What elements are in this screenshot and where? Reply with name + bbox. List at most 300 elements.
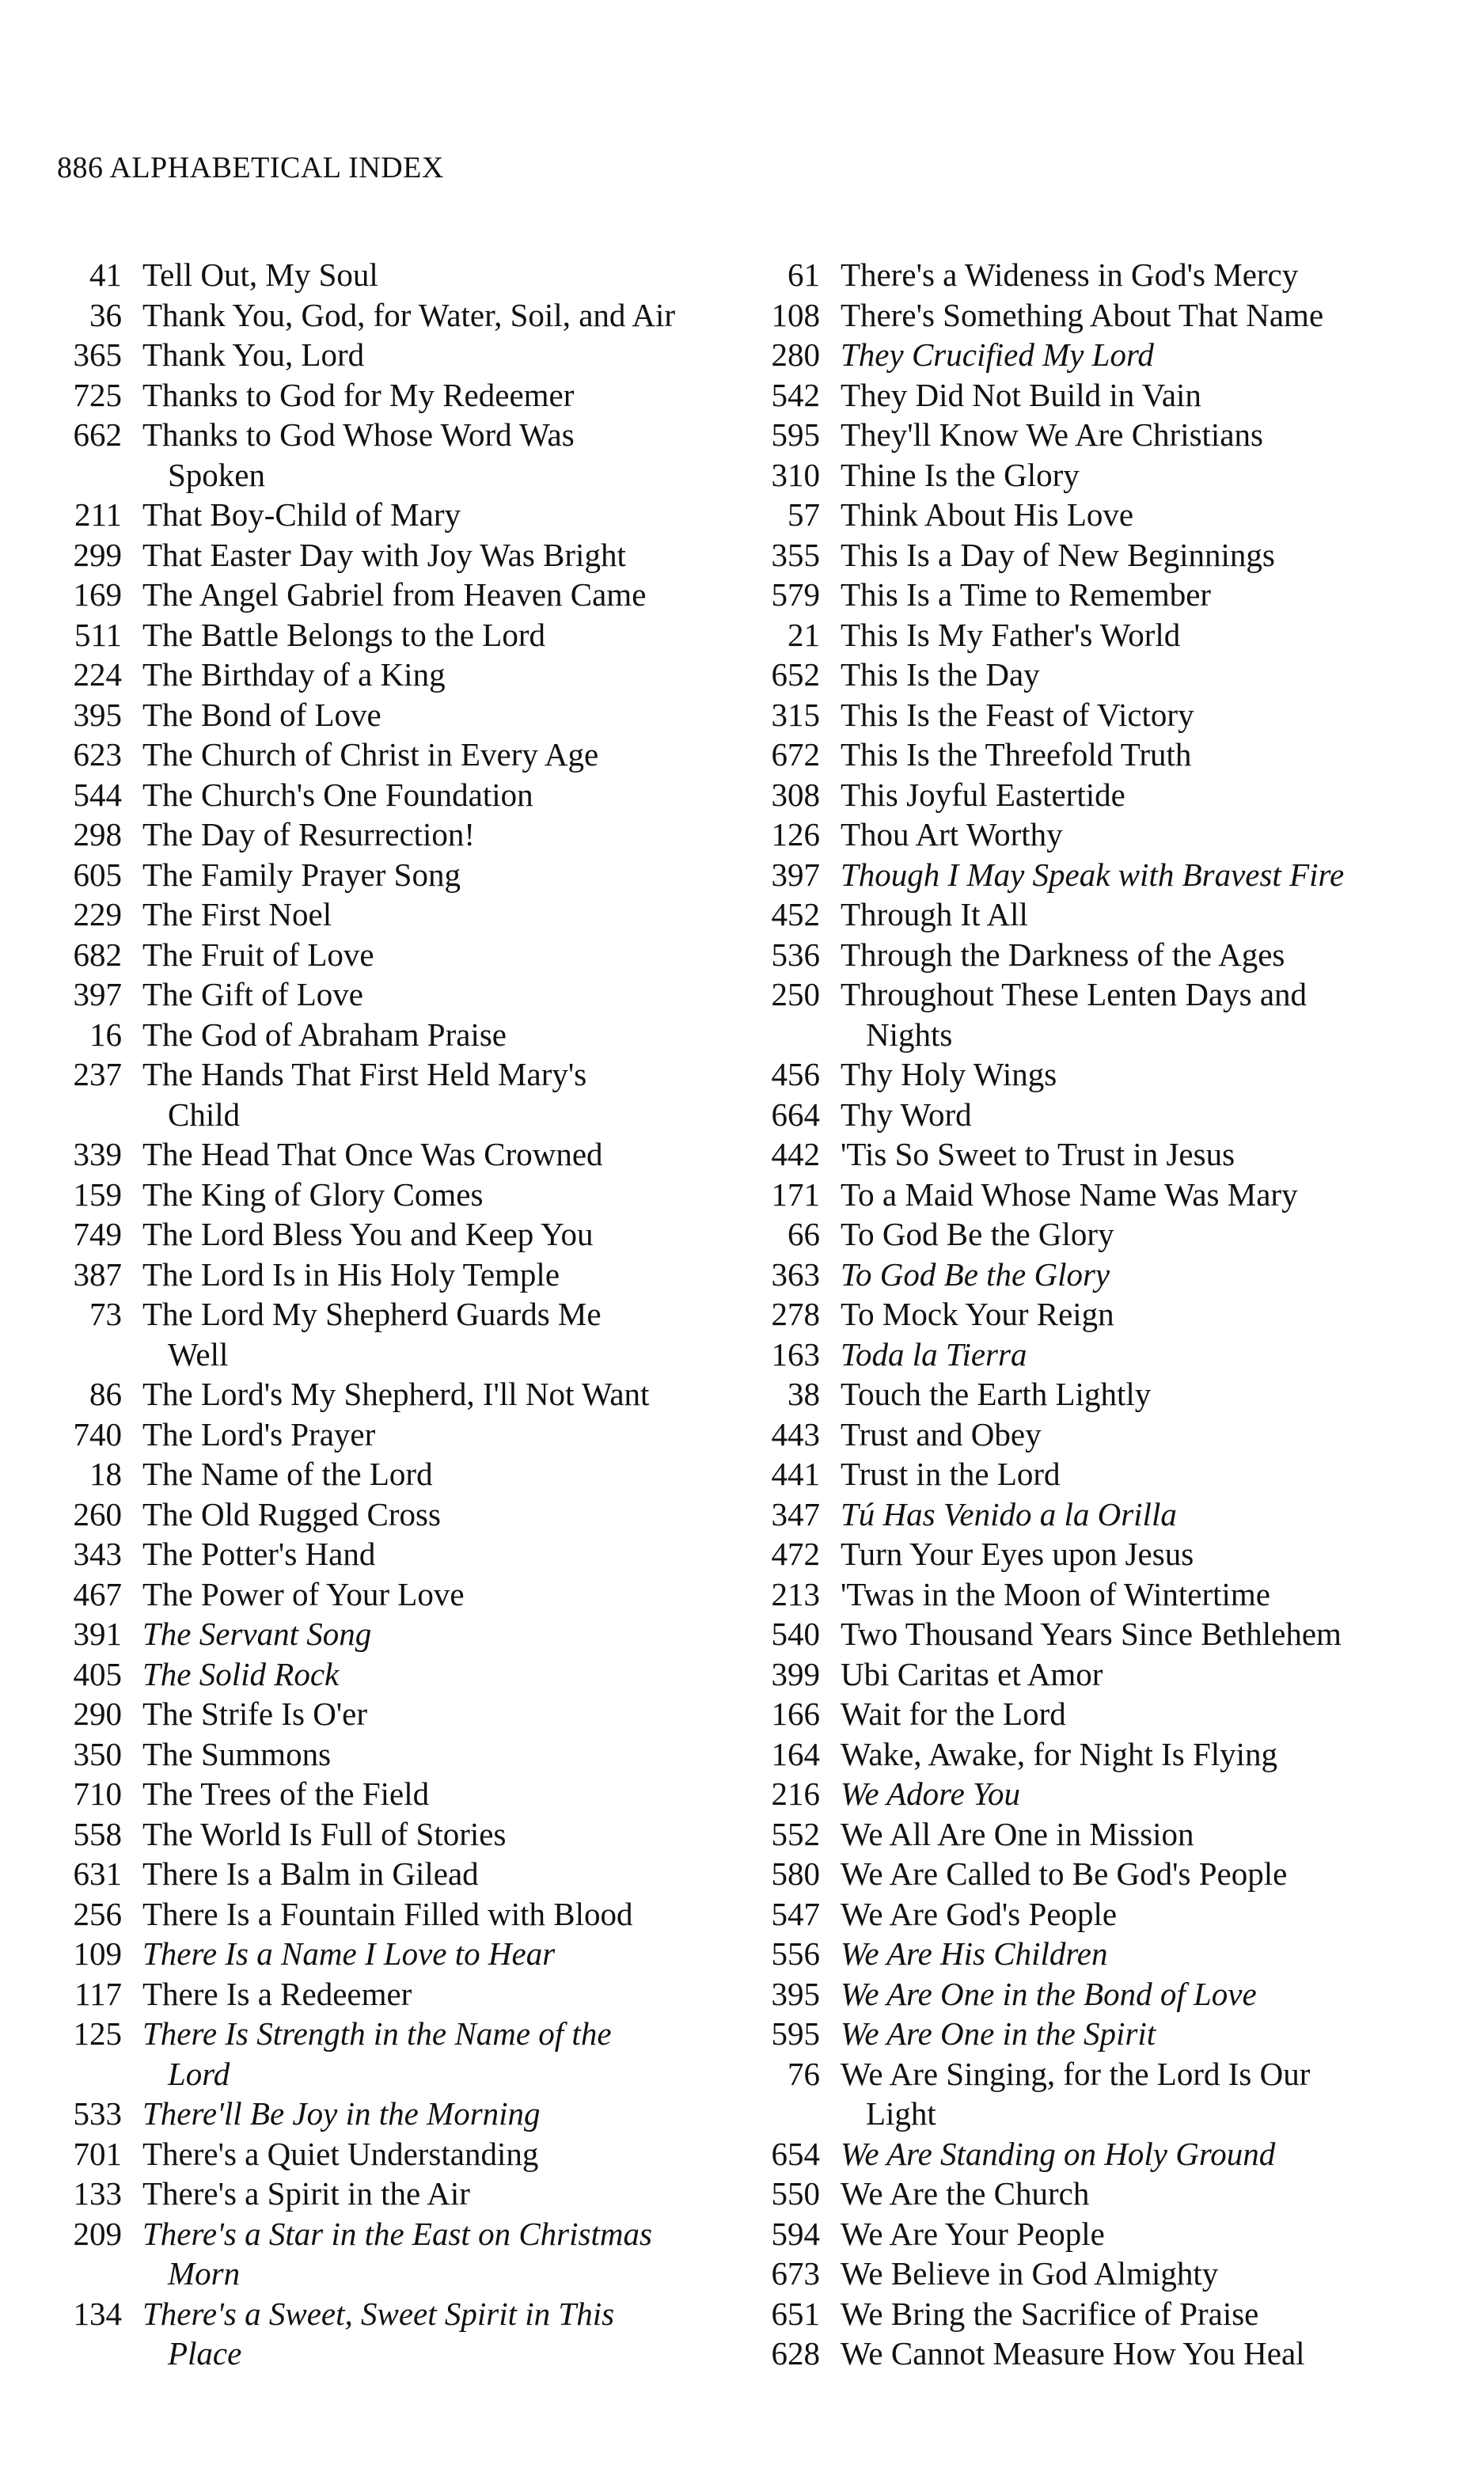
index-entry [753,375,1466,416]
hymn-title [142,335,736,375]
index-entry [55,615,736,655]
index-entry [753,1415,1466,1455]
hymn-title-line: Toda la Tierra [841,1335,1027,1373]
index-entry [753,2054,1466,2134]
hymn-title-line: The Bond of Love [142,696,381,733]
hymn-title [142,1054,736,1134]
hymn-title-line: To a Maid Whose Name Was Mary [841,1175,1298,1213]
hymn-title [841,2214,1466,2254]
hymn-number: 443 [771,1415,820,1453]
hymn-number: 350 [73,1735,122,1772]
hymn-title-line: They Did Not Build in Vain [841,376,1201,413]
hymn-title-line: Two Thousand Years Since Bethlehem [841,1616,1342,1652]
hymn-number: 36 [89,296,122,333]
hymn-title [142,1415,736,1455]
index-entry [55,2214,736,2294]
hymn-number: 166 [771,1696,820,1732]
hymn-title-line: The Power of Your Love [142,1575,465,1612]
hymn-title-line: The Servant Song [142,1616,372,1652]
index-entry [753,575,1466,615]
hymn-number: 109 [73,1935,122,1972]
hymn-title-line: We Are the Church [841,2175,1090,2212]
hymn-number: 579 [771,576,820,613]
hymn-number: 662 [73,416,122,453]
hymn-title [841,1614,1466,1654]
hymn-number: 672 [771,736,820,773]
hymn-number: 66 [788,1216,820,1252]
index-entry [753,1134,1466,1175]
hymn-title [142,815,736,855]
hymn-title-continuation: Light [866,2095,936,2132]
hymn-title [841,2334,1466,2374]
hymn-title-continuation: Child [168,1096,241,1133]
hymn-number: 405 [73,1655,122,1692]
hymn-number: 442 [771,1136,820,1172]
hymn-number: 652 [771,656,820,693]
index-entry [753,1854,1466,1894]
index-entry [55,1534,736,1574]
index-entry [55,894,736,935]
hymn-title [142,1255,736,1295]
hymn-number: 365 [73,336,122,373]
hymn-title-line: Thank You, God, for Water, Soil, and Air [142,296,676,333]
hymn-number: 682 [73,936,122,973]
hymn-title-line: Tú Has Venido a la Orilla [841,1495,1177,1532]
index-entry [55,1654,736,1695]
index-entry [753,1214,1466,1255]
hymn-title-line: This Is the Feast of Victory [841,696,1194,733]
index-entry [55,775,736,815]
hymn-title [841,1814,1466,1855]
hymn-number: 73 [89,1296,122,1332]
index-title: ALPHABETICAL INDEX [109,151,444,184]
index-entry [55,415,736,495]
hymn-number: 673 [771,2255,820,2292]
hymn-title-continuation: Well [168,1335,229,1373]
hymn-number: 547 [771,1895,820,1932]
hymn-title [142,1814,736,1855]
hymn-title-line: The Lord Is in His Holy Temple [142,1255,560,1293]
index-entry [55,335,736,375]
hymn-number: 363 [771,1255,820,1293]
hymn-number: 224 [73,656,122,693]
index-entry [753,1614,1466,1654]
hymn-number: 38 [788,1376,820,1412]
index-entry [753,415,1466,455]
hymn-title [841,2134,1466,2174]
hymn-title [142,1294,736,1374]
index-entry [55,2094,736,2134]
hymn-title-line: There's a Wideness in God's Mercy [841,256,1299,293]
hymn-number: 628 [771,2335,820,2372]
hymn-number: 278 [771,1296,820,1332]
index-entry [55,295,736,336]
hymn-title [142,375,736,416]
hymn-title [841,894,1466,935]
hymn-title-line: The Fruit of Love [142,936,374,973]
hymn-title-line: The Lord's My Shepherd, I'll Not Want [142,1376,650,1412]
index-entry [753,2214,1466,2254]
hymn-title-line: Ubi Caritas et Amor [841,1655,1103,1692]
index-entry [753,1654,1466,1695]
hymn-title [841,1255,1466,1295]
hymn-title [142,735,736,775]
hymn-title-line: This Is a Day of New Beginnings [841,536,1275,573]
hymn-number: 595 [771,2015,820,2052]
hymn-title-line: There's a Spirit in the Air [142,2175,470,2212]
hymn-title [142,1934,736,1974]
hymn-title [841,255,1466,295]
hymn-title-line: We Believe in God Almighty [841,2255,1219,2292]
index-entry [753,1734,1466,1775]
hymn-title [142,775,736,815]
index-entry [753,2334,1466,2374]
index-entry [753,1974,1466,2015]
index-entry [55,535,736,575]
hymn-number: 171 [771,1175,820,1213]
index-entry [753,1934,1466,1974]
hymn-title [841,855,1466,895]
hymn-title [841,815,1466,855]
hymn-number: 395 [73,696,122,733]
hymn-title [841,935,1466,975]
hymn-title [142,1654,736,1695]
hymn-title-continuation: Nights [866,1016,953,1053]
hymn-title [841,1095,1466,1135]
index-entry [55,1974,736,2015]
hymn-number: 580 [771,1855,820,1892]
index-entry [55,1734,736,1775]
right-index-column [753,255,1466,2374]
index-entry [753,735,1466,775]
hymn-number: 216 [771,1775,820,1812]
index-entry [55,1374,736,1415]
hymn-title [142,1494,736,1535]
hymn-number: 552 [771,1815,820,1852]
hymn-number: 623 [73,736,122,773]
hymn-number: 41 [89,256,122,293]
hymn-title-line: There's Something About That Name [841,296,1324,333]
hymn-number: 125 [73,2015,122,2052]
index-entry [753,1494,1466,1535]
hymn-title-line: The Lord Bless You and Keep You [142,1216,594,1252]
hymn-number: 654 [771,2135,820,2172]
hymn-number: 456 [771,1056,820,1092]
hymn-number: 343 [73,1536,122,1572]
hymn-title-line: The Name of the Lord [142,1456,433,1492]
index-entry [55,655,736,695]
hymn-title [142,2014,736,2094]
hymn-number: 117 [74,1975,122,2012]
index-entry [753,855,1466,895]
hymn-number: 126 [771,816,820,853]
index-entry [753,1814,1466,1855]
hymn-title-line: Though I May Speak with Bravest Fire [841,856,1345,893]
hymn-title-line: Thou Art Worthy [841,816,1063,853]
hymn-title [142,1854,736,1894]
index-entry [753,1335,1466,1375]
index-entry [55,375,736,416]
hymn-title [142,894,736,935]
hymn-title-line: The Day of Resurrection! [142,816,476,853]
hymn-title [142,1974,736,2015]
index-entry [55,1814,736,1855]
hymn-number: 397 [73,976,122,1012]
hymn-title-line: The Lord My Shepherd Guards Me [142,1296,602,1332]
index-entry [55,1415,736,1455]
index-entry [55,1054,736,1134]
index-entry [753,2254,1466,2294]
index-entry [753,2014,1466,2054]
hymn-title [841,1854,1466,1894]
index-entry [55,1454,736,1494]
hymn-title [841,375,1466,416]
index-entry [753,1255,1466,1295]
hymn-title-line: There Is a Redeemer [142,1975,412,2012]
hymn-title [142,855,736,895]
index-entry [753,1294,1466,1335]
hymn-title [142,1574,736,1615]
hymn-number: 86 [89,1376,122,1412]
hymn-title-line: Through It All [841,896,1028,932]
hymn-number: 467 [73,1575,122,1612]
hymn-number: 308 [771,776,820,813]
hymn-number: 701 [73,2135,122,2172]
hymn-title [841,1454,1466,1494]
index-entry [753,535,1466,575]
hymn-title [841,1054,1466,1095]
hymn-title [841,1294,1466,1335]
hymn-title-line: There Is Strength in the Name of the [142,2015,612,2052]
index-entry [55,1774,736,1814]
hymn-number: 229 [73,896,122,932]
hymn-title-line: The Birthday of a King [142,656,446,693]
hymn-number: 536 [771,936,820,973]
hymn-title [841,615,1466,655]
hymn-number: 452 [771,896,820,932]
index-entry [753,1534,1466,1574]
hymn-title [841,1134,1466,1175]
hymn-number: 315 [771,696,820,733]
hymn-title-line: Trust and Obey [841,1415,1042,1453]
hymn-number: 280 [771,336,820,373]
hymn-title [841,2014,1466,2054]
hymn-number: 21 [788,616,820,653]
hymn-title [142,695,736,735]
hymn-title-line: We Are Standing on Holy Ground [841,2135,1276,2172]
hymn-number: 310 [771,456,820,493]
index-entry [55,1175,736,1215]
index-entry [55,1614,736,1654]
hymn-number: 544 [73,776,122,813]
hymn-number: 355 [771,536,820,573]
index-entry [753,2134,1466,2174]
index-entry [753,1054,1466,1095]
index-entry [55,1894,736,1935]
index-entry [55,1494,736,1535]
hymn-number: 397 [771,856,820,893]
hymn-number: 631 [73,1855,122,1892]
hymn-title [841,535,1466,575]
hymn-title [841,2174,1466,2214]
hymn-title-line: They'll Know We Are Christians [841,416,1263,453]
index-entry [753,974,1466,1054]
hymn-title-line: There Is a Fountain Filled with Blood [142,1895,633,1932]
index-entry [55,495,736,535]
hymn-title [142,974,736,1015]
hymn-title-line: We Are Your People [841,2215,1105,2252]
hymn-title [841,1574,1466,1615]
hymn-title-line: This Is the Threefold Truth [841,736,1192,773]
hymn-title-line: We Are God's People [841,1895,1118,1932]
hymn-title-line: To God Be the Glory [841,1255,1110,1293]
index-entry [55,2134,736,2174]
hymn-number: 16 [89,1016,122,1053]
hymn-number: 710 [73,1775,122,1812]
index-entry [753,695,1466,735]
index-entry [753,775,1466,815]
hymn-title-line: They Crucified My Lord [841,336,1154,373]
hymn-title-line: The God of Abraham Praise [142,1016,507,1053]
hymn-title-line: That Boy-Child of Mary [142,496,461,533]
hymn-title [142,1774,736,1814]
index-entry [753,815,1466,855]
index-entry [55,935,736,975]
hymn-title [841,455,1466,496]
hymn-title-line: We Are One in the Spirit [841,2015,1156,2052]
hymn-title-line: To God Be the Glory [841,1216,1114,1252]
hymn-title [841,1214,1466,1255]
hymn-title-line: We Are Singing, for the Lord Is Our [841,2055,1311,2092]
hymn-title [142,935,736,975]
hymn-title-line: The Old Rugged Cross [142,1495,441,1532]
hymn-number: 387 [73,1255,122,1293]
hymn-title-line: This Is My Father's World [841,616,1181,653]
index-entry [753,335,1466,375]
hymn-title [142,295,736,336]
hymn-title [142,2174,736,2214]
index-entry [753,1694,1466,1734]
hymn-title [841,2254,1466,2294]
hymn-number: 550 [771,2175,820,2212]
hymn-number: 441 [771,1456,820,1492]
hymn-number: 163 [771,1335,820,1373]
hymn-title [841,1415,1466,1455]
hymn-title [142,535,736,575]
index-entry [55,1294,736,1374]
hymn-title [841,974,1466,1054]
hymn-title [841,1934,1466,1974]
hymn-title-line: Wait for the Lord [841,1696,1066,1732]
hymn-number: 339 [73,1136,122,1172]
hymn-title-line: The King of Glory Comes [142,1175,484,1213]
hymn-title [841,1694,1466,1734]
index-entry [55,2294,736,2374]
hymn-title-line: There Is a Name I Love to Hear [142,1935,556,1972]
hymn-number: 18 [89,1456,122,1492]
hymn-title [142,2134,736,2174]
hymn-number: 256 [73,1895,122,1932]
index-entry [55,695,736,735]
hymn-title-line: Thy Word [841,1096,972,1133]
hymn-number: 134 [73,2295,122,2332]
index-entry [55,2174,736,2214]
index-entry [753,655,1466,695]
hymn-number: 57 [788,496,820,533]
hymn-title-line: The Lord's Prayer [142,1415,376,1453]
hymn-title-line: Think About His Love [841,496,1134,533]
index-entry [55,1574,736,1615]
hymn-title [142,1894,736,1935]
index-entry [753,255,1466,295]
index-entry [55,855,736,895]
hymn-title-continuation: Place [168,2335,242,2372]
hymn-title-line: We Cannot Measure How You Heal [841,2335,1305,2372]
hymn-number: 725 [73,376,122,413]
hymn-title-line: The Angel Gabriel from Heaven Came [142,576,647,613]
hymn-title-line: Thy Holy Wings [841,1056,1057,1092]
index-entry [55,974,736,1015]
hymn-title [142,655,736,695]
index-entry [753,495,1466,535]
index-entry [753,1374,1466,1415]
hymn-title-line: Thank You, Lord [142,336,365,373]
hymn-title-line: This Is the Day [841,656,1040,693]
hymn-number: 159 [73,1175,122,1213]
hymn-title-line: The Trees of the Field [142,1775,430,1812]
index-entry [753,295,1466,336]
hymn-title-line: The Summons [142,1735,332,1772]
hymn-title [142,1374,736,1415]
hymn-title [142,1534,736,1574]
index-entry [55,1694,736,1734]
hymn-title [841,1774,1466,1814]
hymn-number: 260 [73,1495,122,1532]
hymn-number: 399 [771,1655,820,1692]
hymn-number: 594 [771,2215,820,2252]
hymn-number: 299 [73,536,122,573]
hymn-number: 211 [74,496,122,533]
hymn-title [841,295,1466,336]
hymn-title-line: The Solid Rock [142,1655,340,1692]
hymn-number: 164 [771,1735,820,1772]
index-entry [753,455,1466,496]
page-number: 886 [57,151,104,184]
hymn-number: 213 [771,1575,820,1612]
index-entry [753,935,1466,975]
hymn-title [841,775,1466,815]
hymn-title-line: There's a Sweet, Sweet Spirit in This [142,2295,615,2332]
hymn-number: 391 [73,1616,122,1652]
hymn-title [841,1335,1466,1375]
hymn-title [841,695,1466,735]
page-header [57,150,444,185]
index-entry [753,2174,1466,2214]
hymn-title [841,1175,1466,1215]
hymn-title-line: The Strife Is O'er [142,1696,368,1732]
index-entry [753,1095,1466,1135]
hymn-title [841,1654,1466,1695]
hymn-number: 347 [771,1495,820,1532]
hymn-title [841,575,1466,615]
index-entry [753,615,1466,655]
hymn-title [841,1494,1466,1535]
hymn-title-line: This Joyful Eastertide [841,776,1125,813]
hymn-title [142,255,736,295]
hymn-title-line: The World Is Full of Stories [142,1815,507,1852]
hymn-title [841,1534,1466,1574]
hymn-title [142,615,736,655]
